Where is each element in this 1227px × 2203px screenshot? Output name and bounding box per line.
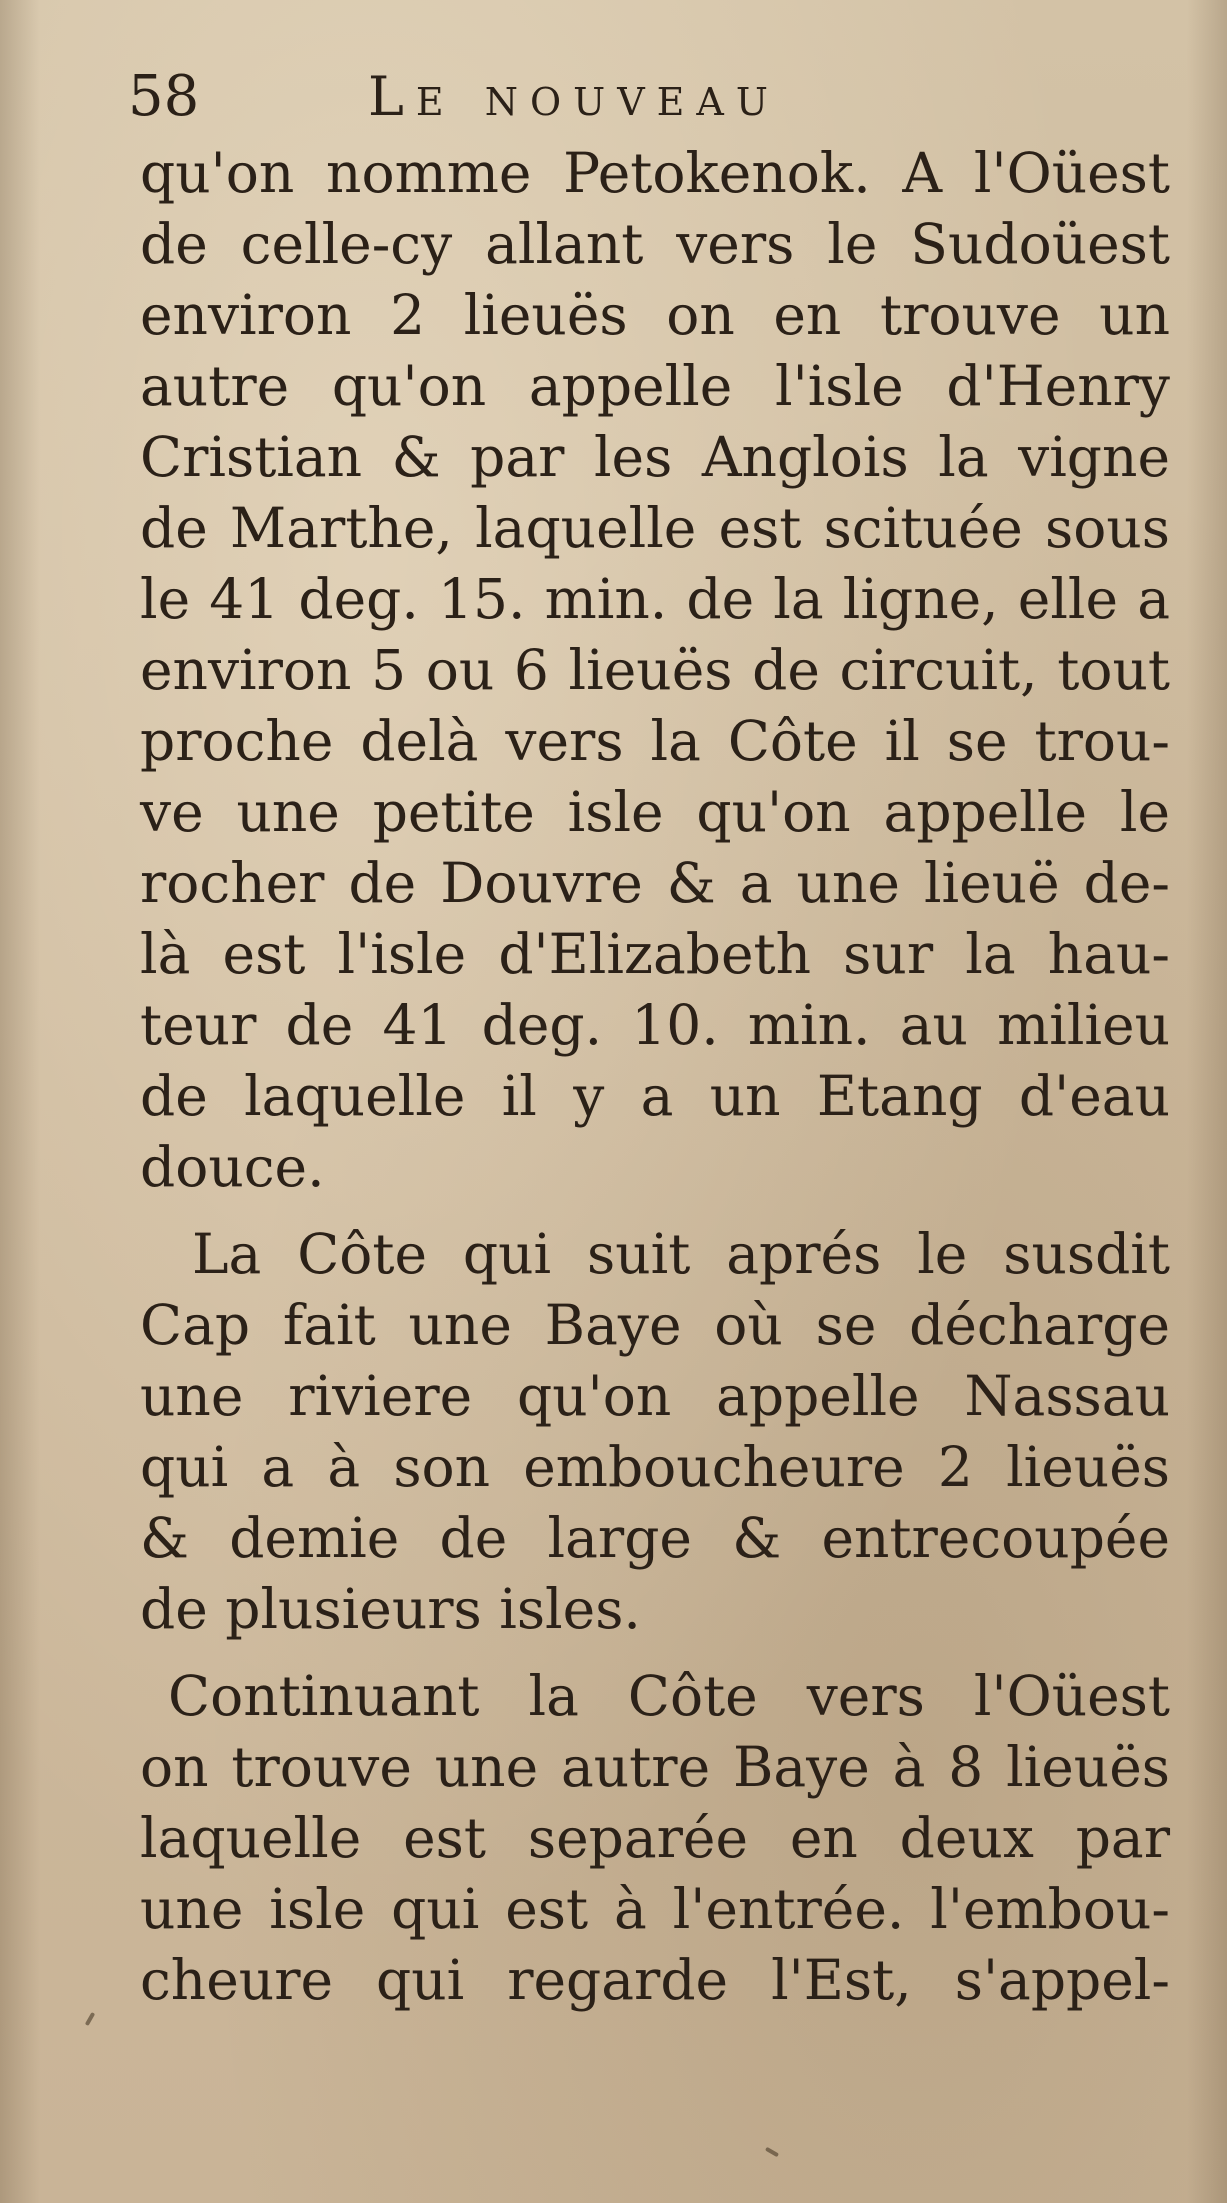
text-line: cheure qui regarde l'Est, s'appel- (140, 1948, 1170, 2012)
text-line: Cristian & par les Anglois la vigne (140, 425, 1170, 489)
running-head: Le nouveau (368, 65, 780, 128)
ink-speck (85, 2012, 95, 2026)
text-line: laquelle est separée en deux par (140, 1806, 1170, 1870)
text-line: qui a à son emboucheure 2 lieuës (140, 1435, 1170, 1499)
text-line: douce. (140, 1135, 325, 1199)
text-line: là est l'isle d'Elizabeth sur la hau- (140, 922, 1170, 986)
text-line: qu'on nomme Petokenok. A l'Oüest (140, 141, 1170, 205)
text-line: & demie de large & entrecoupée (140, 1506, 1170, 1570)
text-line: le 41 deg. 15. min. de la ligne, elle a (140, 567, 1170, 631)
text-line: proche delà vers la Côte il se trou- (140, 709, 1170, 773)
page-header (128, 62, 1168, 132)
ink-speck (765, 2147, 779, 2157)
text-line: une riviere qu'on appelle Nassau (140, 1364, 1170, 1428)
text-line: ve une petite isle qu'on appelle le (140, 780, 1170, 844)
text-line: teur de 41 deg. 10. min. au milieu (140, 993, 1170, 1057)
text-line: de laquelle il y a un Etang d'eau (140, 1064, 1170, 1128)
page-edge-shadow-right (1187, 0, 1227, 2203)
page-number: 58 (128, 64, 200, 129)
text-line: une isle qui est à l'entrée. l'embou- (140, 1877, 1170, 1941)
text-line: rocher de Douvre & a une lieuë de- (140, 851, 1170, 915)
body-text (140, 138, 1170, 2016)
page-edge-shadow-left (0, 0, 40, 2203)
text-line: Cap fait une Baye où se décharge (140, 1293, 1170, 1357)
text-line: on trouve une autre Baye à 8 lieuës (140, 1735, 1170, 1799)
text-line: Continuant la Côte vers l'Oüest (168, 1664, 1170, 1728)
text-line: La Côte qui suit aprés le susdit (192, 1222, 1170, 1286)
text-line: de plusieurs isles. (140, 1577, 641, 1641)
paragraph (140, 1219, 1170, 1645)
text-line: de celle-cy allant vers le Sudoüest (140, 212, 1170, 276)
text-line: environ 5 ou 6 lieuës de circuit, tout (140, 638, 1170, 702)
text-line: de Marthe, laquelle est scituée sous (140, 496, 1170, 560)
paragraph (140, 1661, 1170, 2016)
text-line: autre qu'on appelle l'isle d'Henry (140, 354, 1170, 418)
text-line: environ 2 lieuës on en trouve un (140, 283, 1170, 347)
paragraph (140, 138, 1170, 1203)
